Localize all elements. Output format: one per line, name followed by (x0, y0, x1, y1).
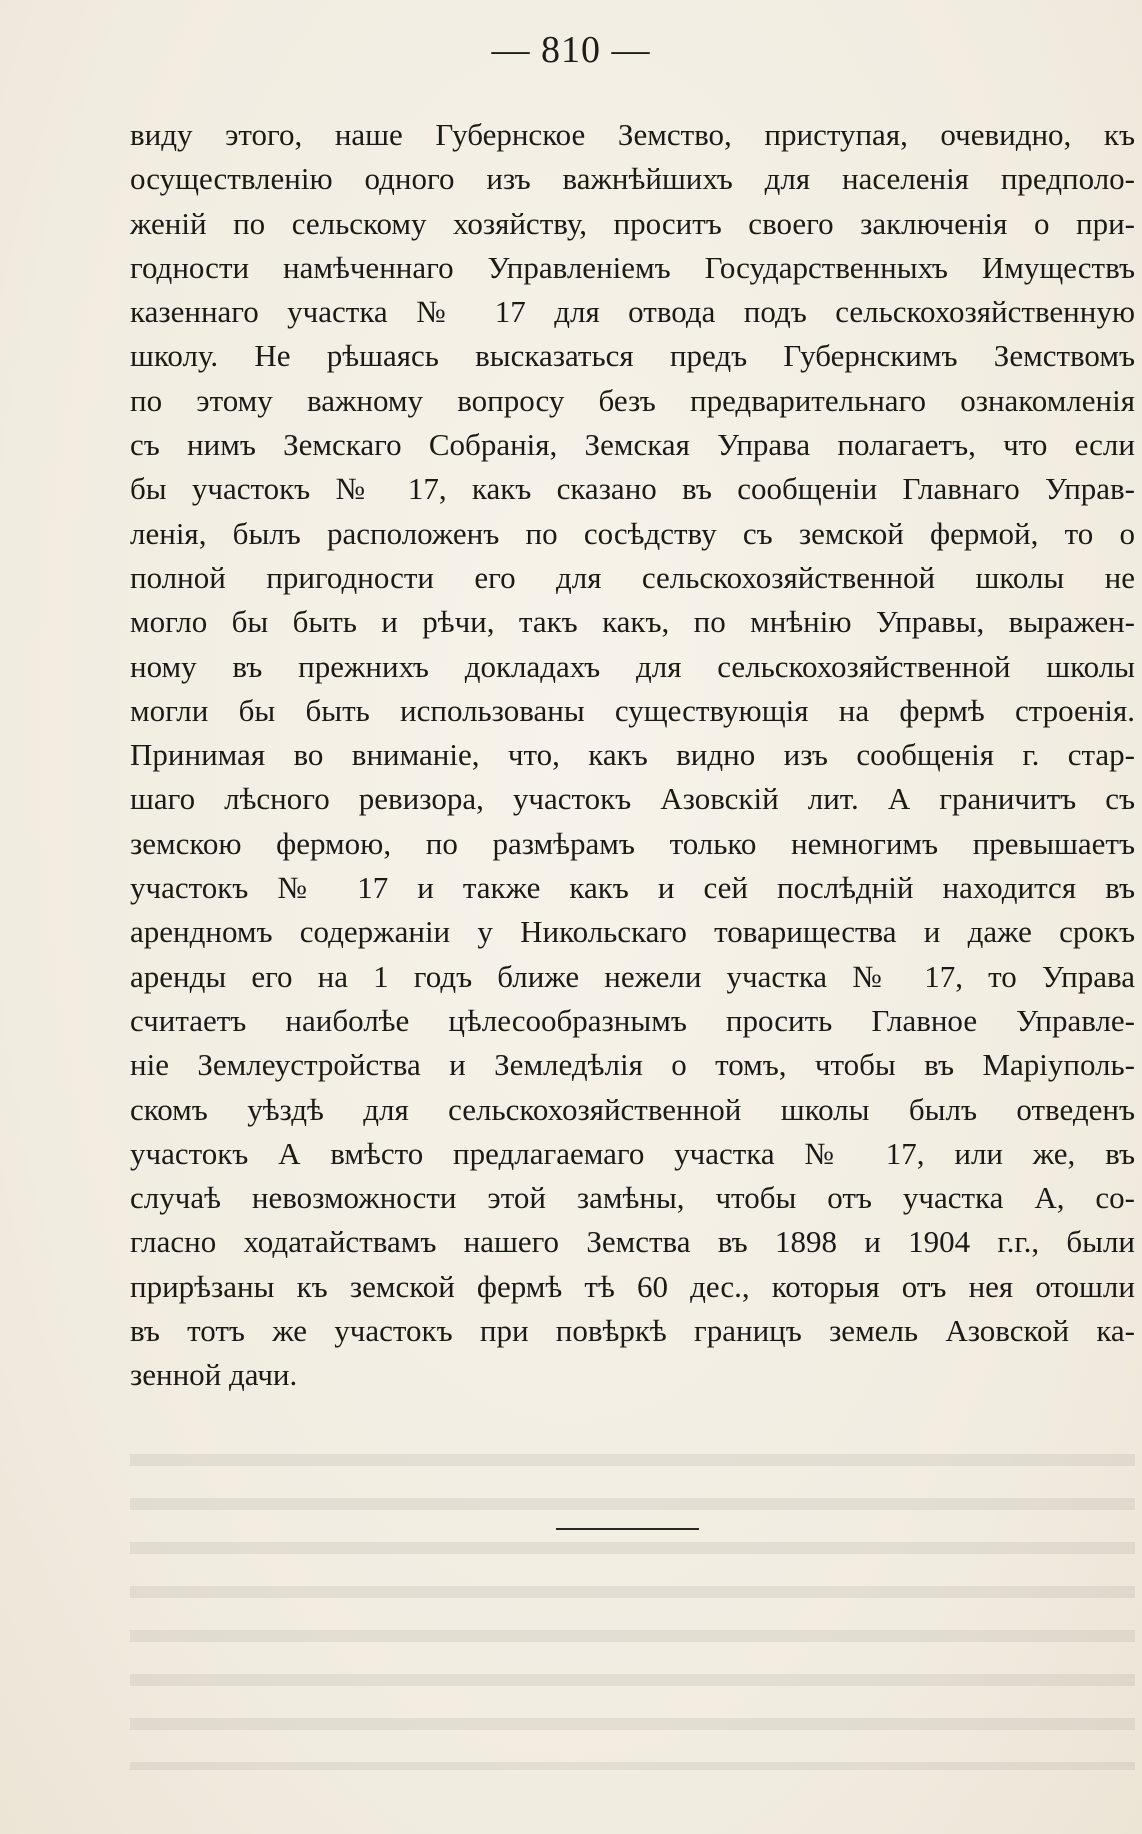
text-line: бы участокъ № 17, какъ сказано въ сообщеніи Главнаго Управ- (130, 471, 1135, 507)
text-line: гласно ходатайствамъ нашего Земства въ 1898 и 1904 г.г., были (130, 1224, 1135, 1260)
text-line: зенной дачи. (130, 1357, 298, 1393)
text-line: по этому важному вопросу безъ предварительнаго ознакомленія (130, 382, 1135, 418)
text-line: земскою фермою, по размѣрамъ только немногимъ превышаетъ (130, 825, 1135, 861)
text-line: ленія, былъ расположенъ по сосѣдству съ земской фермой, то о (130, 515, 1135, 551)
horizontal-rule (556, 1528, 699, 1530)
text-line: полной пригодности его для сельскохозяйственной школы не (130, 559, 1135, 595)
text-line: школу. Не рѣшаясь высказаться предъ Губернскимъ Земствомъ (130, 338, 1135, 374)
text-line: скомъ уѣздѣ для сельскохозяйственной школы былъ отведенъ (130, 1091, 1135, 1127)
text-line: участокъ № 17 и также какъ и сей послѣдній находится въ (130, 870, 1135, 906)
text-line: казеннаго участка № 17 для отвода подъ сельскохозяйственную (130, 294, 1135, 330)
text-line: съ нимъ Земскаго Собранія, Земская Управа полагаетъ, что если (130, 427, 1135, 463)
text-line: женій по сельскому хозяйству, проситъ своего заключенія о при- (130, 205, 1135, 241)
text-line: годности намѣченнаго Управленіемъ Государственныхъ Имуществъ (130, 249, 1135, 285)
text-line: ному въ прежнихъ докладахъ для сельскохозяйственной школы (130, 648, 1135, 684)
page-number: — 810 — (491, 29, 651, 71)
text-line: могло бы быть и рѣчи, такъ какъ, по мнѣнію Управы, выражен- (130, 604, 1135, 640)
text-line: арендномъ содержаніи у Никольскаго товарищества и даже срокъ (130, 914, 1135, 950)
text-line: случаѣ невозможности этой замѣны, чтобы отъ участка А, со- (130, 1180, 1135, 1216)
text-line: виду этого, наше Губернское Земство, приступая, очевидно, къ (130, 117, 1135, 152)
text-line: Принимая во вниманіе, что, какъ видно изъ сообщенія г. стар- (130, 737, 1135, 773)
text-line: прирѣзаны къ земской фермѣ тѣ 60 дес., которыя отъ нея отошли (130, 1268, 1135, 1304)
text-line: могли бы быть использованы существующія на фермѣ строенія. (130, 692, 1135, 728)
text-line: считаетъ наиболѣе цѣлесообразнымъ просить Главное Управле- (130, 1002, 1135, 1038)
text-line: осуществленію одного изъ важнѣйшихъ для населенія предполо- (130, 161, 1135, 197)
body-text (130, 113, 1135, 1398)
text-line: ніе Землеустройства и Земледѣлія о томъ, чтобы въ Маріуполь- (130, 1047, 1135, 1083)
text-line: въ тотъ же участокъ при повѣркѣ границъ земель Азовской ка- (130, 1313, 1135, 1349)
text-line: участокъ А вмѣсто предлагаемаго участка № 17, или же, въ (130, 1135, 1135, 1171)
show-through-shadow (130, 1440, 1135, 1770)
text-line: аренды его на 1 годъ ближе нежели участка № 17, то Управа (130, 958, 1135, 994)
text-line: шаго лѣсного ревизора, участокъ Азовскій лит. А граничитъ съ (130, 781, 1135, 817)
